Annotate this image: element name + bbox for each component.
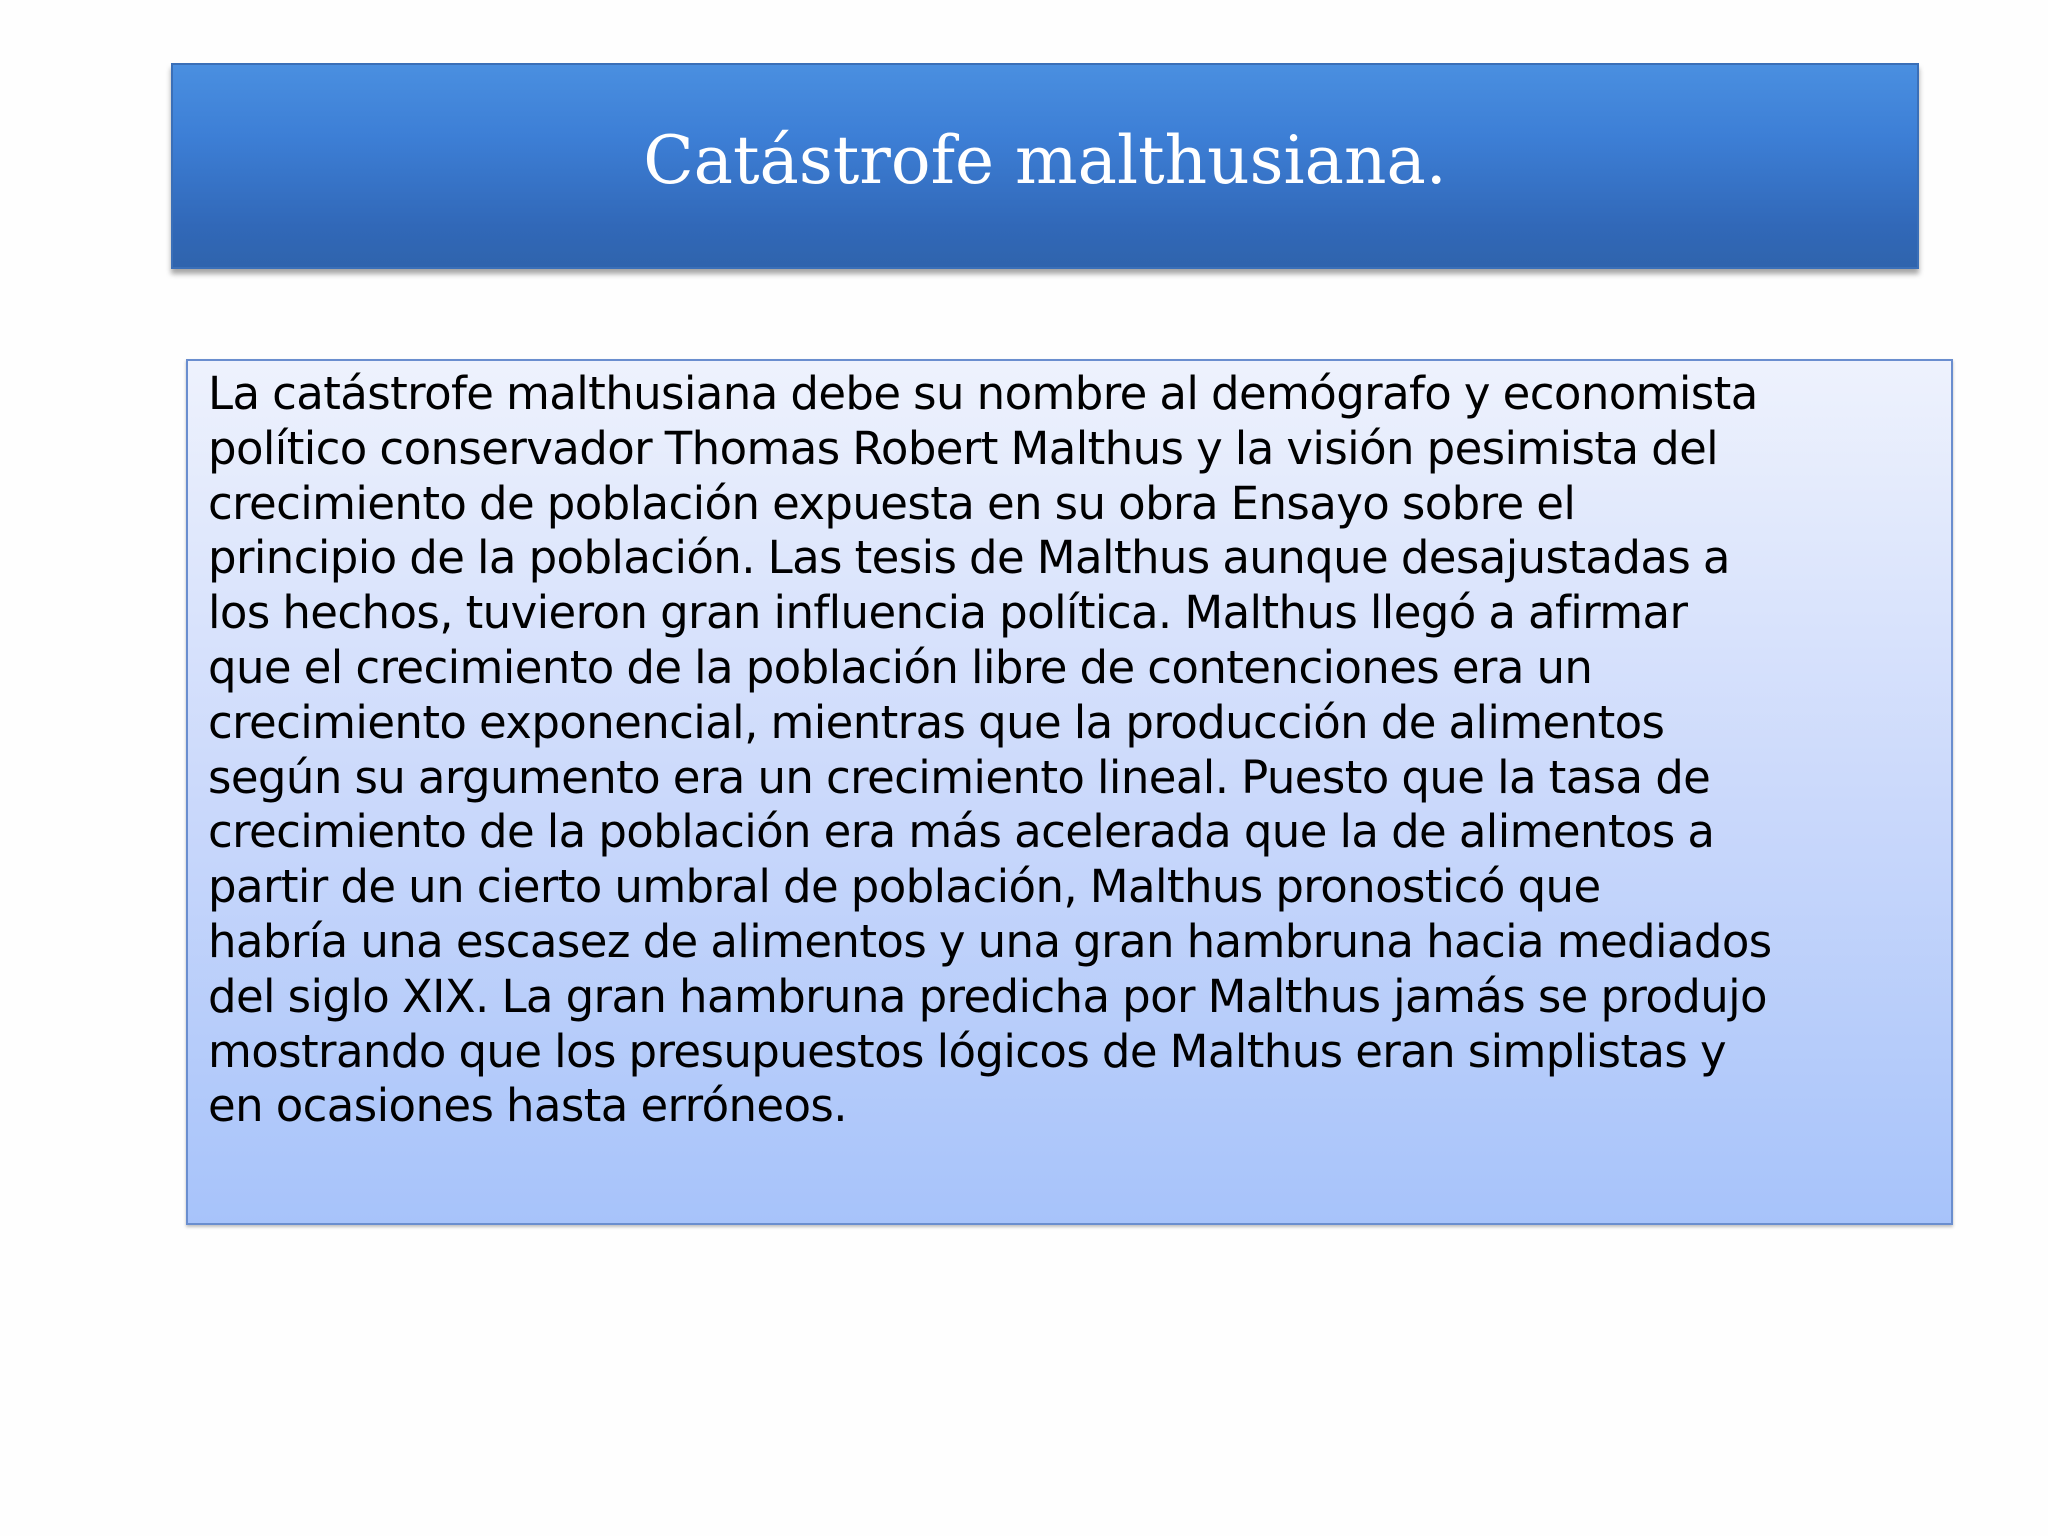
body-paragraph xyxy=(208,367,2024,1134)
body-line: crecimiento de población expuesta en su obra Ensayo sobre el xyxy=(208,476,1576,530)
body-line: crecimiento de la población era más acelerada que la de alimentos a xyxy=(208,805,1715,859)
body-line: crecimiento exponencial, mientras que la producción de alimentos xyxy=(208,695,1665,749)
slide-title: Catástrofe malthusiana. xyxy=(643,121,1447,199)
body-line: mostrando que los presupuestos lógicos de Malthus eran simplistas y xyxy=(208,1024,1726,1078)
body-line: La catástrofe malthusiana debe su nombre al demógrafo y economista xyxy=(208,367,1758,420)
body-line: principio de la población. Las tesis de Malthus aunque desajustadas a xyxy=(208,531,1730,585)
body-line: político conservador Thomas Robert Malthus y la visión pesimista del xyxy=(208,421,1719,475)
body-line: partir de un cierto umbral de población, Malthus pronosticó que xyxy=(208,860,1601,914)
body-line: los hechos, tuvieron gran influencia política. Malthus llegó a afirmar xyxy=(208,586,1688,640)
content-box xyxy=(186,359,1953,1225)
body-line: que el crecimiento de la población libre de contenciones era un xyxy=(208,640,1593,694)
body-line: habría una escasez de alimentos y una gran hambruna hacia mediados xyxy=(208,914,1772,968)
body-line: según su argumento era un crecimiento lineal. Puesto que la tasa de xyxy=(208,750,1711,804)
title-box xyxy=(171,63,1919,269)
body-line: en ocasiones hasta erróneos. xyxy=(208,1079,847,1133)
body-line: del siglo XIX. La gran hambruna predicha por Malthus jamás se produjo xyxy=(208,969,1767,1023)
